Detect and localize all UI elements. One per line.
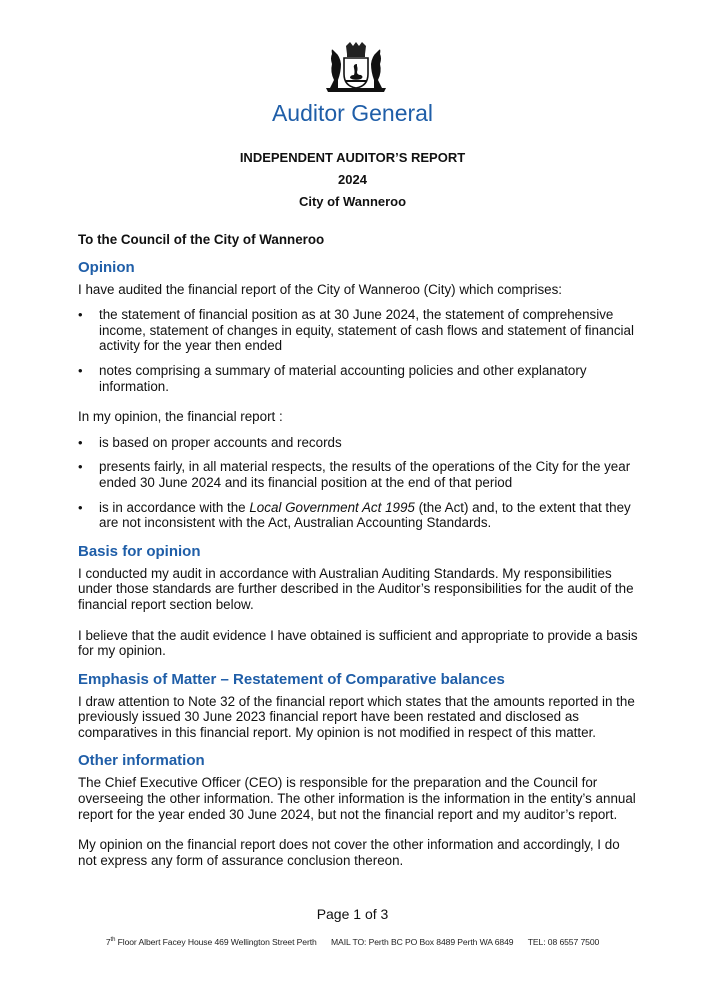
- opinion-intro: I have audited the financial report of the City of Wanneroo (City) which comprises:: [78, 281, 563, 297]
- other-info-heading: Other information: [78, 752, 205, 770]
- text: is in accordance with the: [99, 499, 250, 515]
- emphasis-paragraph: I draw attention to Note 32 of the financial report which states that the amounts reported in the previously issued 30 June 2023 financial report have been restated and disclosed as comparatives in this financial report. My opinion is not modified in respect of this matter.: [78, 693, 635, 740]
- brand-name: Auditor General: [271, 100, 434, 126]
- emphasis-section: [78, 671, 638, 741]
- basis-section: [78, 543, 638, 659]
- other-info-paragraph: The Chief Executive Officer (CEO) is responsible for the preparation and the Council for overseeing the other information. The other information is the information in the entity’s annual report for the year ended 30 June 2024, but not the financial report and my auditor’s report.: [78, 775, 636, 822]
- list-item: • notes comprising a summary of material accounting policies and other explanatory information.: [78, 363, 638, 394]
- opinion-heading: Opinion: [78, 258, 135, 276]
- floor-suffix: th: [110, 937, 116, 944]
- footer-address: [0, 937, 705, 947]
- street-address: [106, 937, 317, 947]
- wa-coat-of-arms-icon: [324, 42, 388, 94]
- basis-paragraph: I conducted my audit in accordance with Australian Auditing Standards. My responsibilities under those standards are further described in the Auditor’s responsibilities for the audit of the financial report section below.: [78, 565, 634, 612]
- list-item: • presents fairly, in all material respects, the results of the operations of the City for the year ended 30 June 2024 and its financial position at the end of that period: [78, 459, 638, 490]
- basis-paragraph: I believe that the audit evidence I have obtained is sufficient and appropriate to provide a basis for my opinion.: [78, 627, 638, 659]
- act-title: Local Government Act 1995: [249, 499, 415, 515]
- opinion-points-list: [78, 435, 638, 531]
- other-info-paragraph: My opinion on the financial report does not cover the other information and accordingly, I do not express any form of assurance conclusion thereon.: [78, 837, 620, 868]
- page-number: Page 1 of 3: [316, 906, 389, 922]
- mail-address: MAIL TO: Perth BC PO Box 8489 Perth WA 6849: [331, 937, 514, 947]
- addressee: To the Council of the City of Wanneroo: [78, 232, 325, 247]
- comprises-list: [78, 307, 638, 394]
- report-body: [78, 232, 638, 878]
- list-item: [78, 500, 638, 531]
- report-year: 2024: [338, 172, 367, 187]
- list-item: • the statement of financial position as at 30 June 2024, the statement of comprehensive income, statement of changes in equity, statement of cash flows and statement of financial activity for the year then ended: [78, 307, 638, 354]
- opinion-statement-intro: In my opinion, the financial report :: [78, 409, 283, 425]
- emphasis-heading: Emphasis of Matter – Restatement of Comparative balances: [78, 670, 505, 688]
- opinion-section: [78, 259, 638, 531]
- list-item: • is based on proper accounts and records: [78, 435, 638, 451]
- other-info-section: [78, 752, 638, 868]
- floor-number: 7: [105, 937, 111, 947]
- street-text: Floor Albert Facey House 469 Wellington Street Perth: [115, 937, 317, 947]
- entity-name: City of Wanneroo: [298, 194, 407, 209]
- report-title: INDEPENDENT AUDITOR’S REPORT: [239, 150, 466, 165]
- basis-heading: Basis for opinion: [78, 542, 201, 560]
- text: (the Act) and, to the extent that they are not inconsistent with the Act, Australian Accounting Standards.: [99, 499, 631, 531]
- telephone: TEL: 08 6557 7500: [527, 937, 600, 947]
